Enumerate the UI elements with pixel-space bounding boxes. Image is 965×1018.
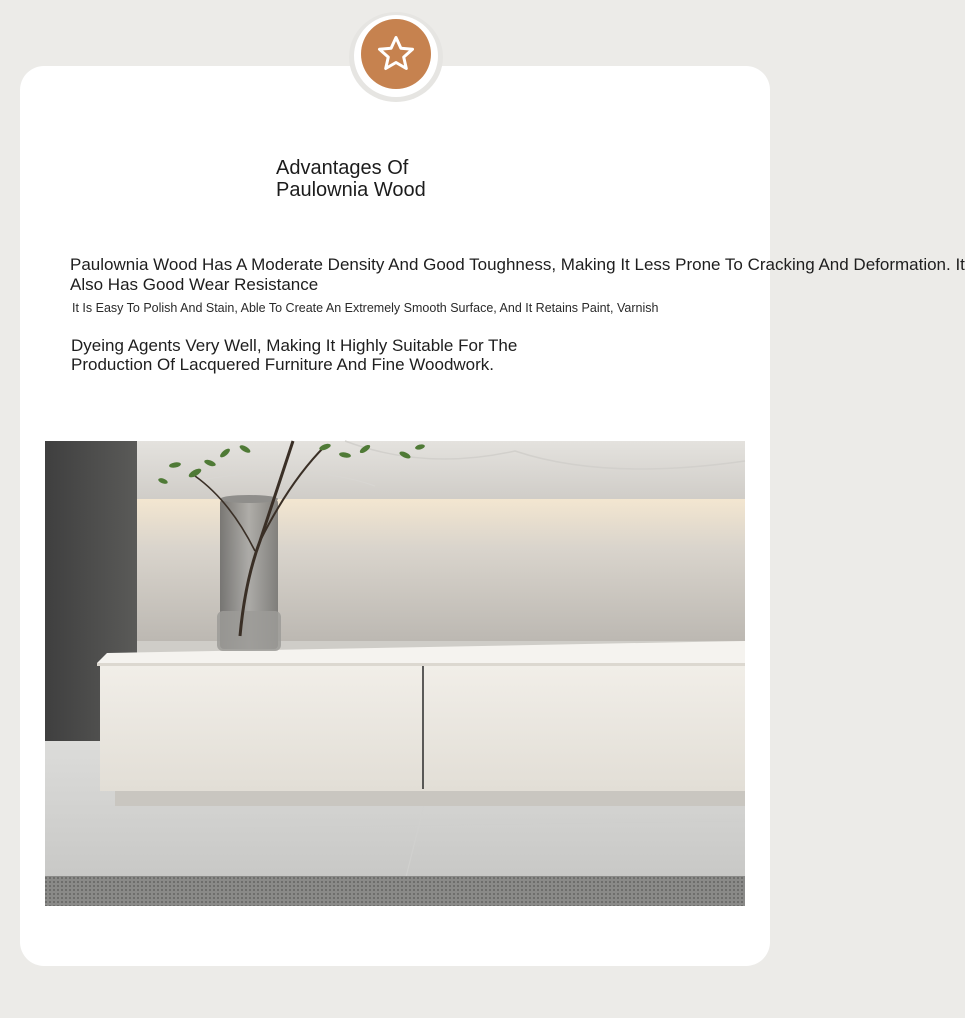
paragraph-polish: It Is Easy To Polish And Stain, Able To Create An Extremely Smooth Surface, And It Retains Paint, Varnish	[72, 301, 659, 315]
page-title-line1: Advantages Of	[276, 157, 409, 179]
paragraph-dyeing	[71, 336, 591, 374]
paragraph-dyeing-line1: Dyeing Agents Very Well, Making It Highly Suitable For The	[71, 336, 518, 355]
paragraph-toughness-line1: Paulownia Wood Has A Moderate Density And Good Toughness, Making It Less Prone To Cracking And Deformation. It	[70, 255, 965, 274]
product-photo	[45, 441, 745, 906]
page-title-line2: Paulownia Wood	[276, 179, 426, 201]
paragraph-dyeing-line2: Production Of Lacquered Furniture And Fine Woodwork.	[71, 355, 495, 374]
paragraph-toughness	[70, 255, 965, 295]
paragraph-toughness-line2: Also Has Good Wear Resistance	[70, 275, 319, 294]
badge	[361, 19, 431, 89]
star-icon	[376, 34, 416, 74]
page-title	[276, 157, 526, 201]
tv-cabinet-image	[45, 441, 745, 906]
